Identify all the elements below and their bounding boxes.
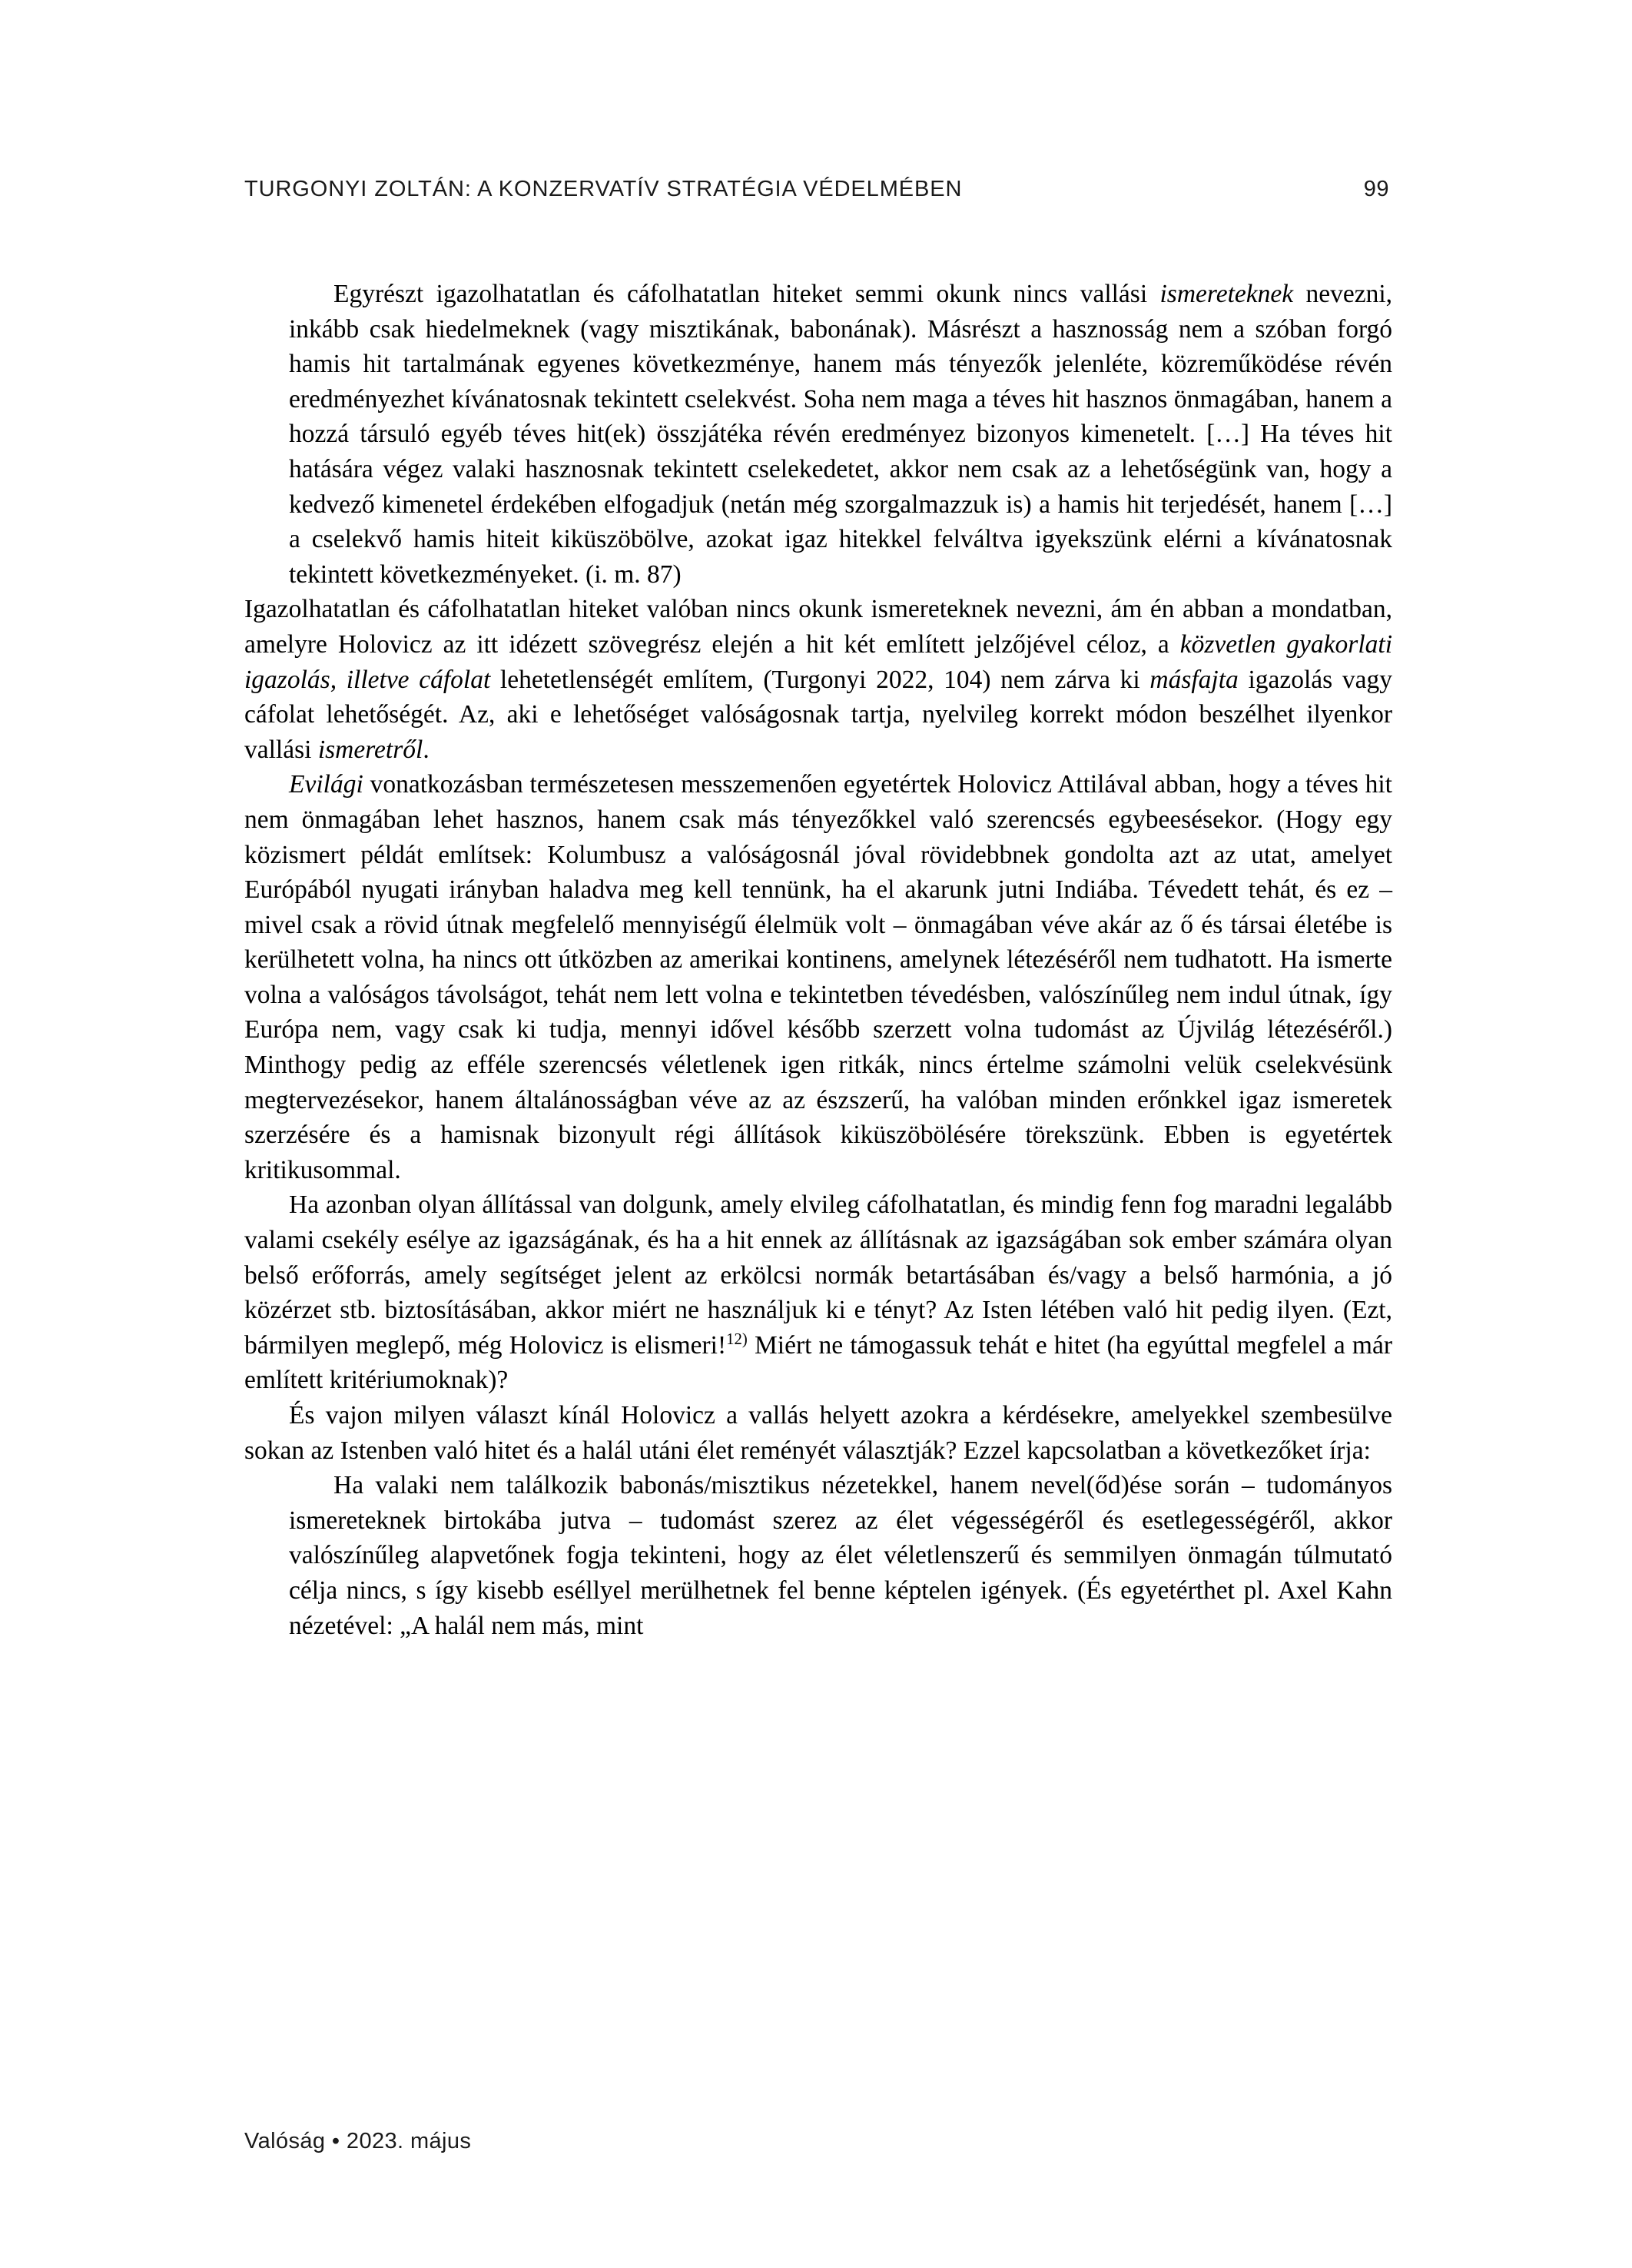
running-head [244,177,1389,202]
paragraph-1 [244,592,1392,767]
quote1-part1: Egyrészt igazolhatatlan és cáfolhatatlan hiteket semmi okunk nincs vallási [333,280,1160,308]
quote2-part1: Ha valaki nem találkozik babonás/misztikus nézetekkel, hanem nevel(őd)ése során – tudományos ismereteknek birtokába jutva – tudomást szerez az élet végességéről és esetlegességéről, akkor valószínűleg alapvetőnek fogja tekinteni, hogy az élet véletlenszerű és semmilyen önmagán túlmutató célja nincs, s így kisebb eséllyel merülhetnek fel benne képtelen igények. (És egyetérthet pl. Axel Kahn nézetével: „A halál nem más, mint [289,1471,1392,1640]
paragraph-2 [244,767,1392,1187]
page-number: 99 [1363,177,1389,201]
para1-italic2: másfajta [1149,665,1239,694]
para1-italic1: közvetlen gyakorlati igazolás, illetve cáfolat [244,629,1392,694]
footnote-marker-12: 12) [726,1330,748,1348]
para1-italic3: ismeretről [317,735,423,764]
blockquote-second [244,1468,1392,1643]
para2-italic1: Evilági [289,770,363,799]
page-body [244,277,1392,1643]
blockquote-first-text [289,277,1392,592]
para3-part2: Miért ne támogassuk tehát e hitet (ha egyúttal megfelel a már említett kritériumoknak)? [244,1330,1392,1395]
running-head-title: TURGONYI ZOLTÁN: A KONZERVATÍV STRATÉGIA VÉDELMÉBEN [244,177,963,201]
page-footer [244,2129,471,2154]
quote1-italic1: ismereteknek [1159,280,1294,308]
paragraph-3 [244,1187,1392,1398]
para1-part3: igazolás vagy cáfolat lehetőségét. Az, aki e lehetőséget valóságosnak tartja, nyelvileg korrekt módon beszélhet ilyenkor vallási [244,665,1392,764]
para2-part1: vonatkozásban természetesen messzemenően egyetértek Holovicz Attilával abban, hogy a téves hit nem önmagában lehet hasznos, hanem csak más tényezőkkel való szerencsés egybeesésekor. (Hogy egy közismert példát említsek: Kolumbusz a valóságosnál jóval rövidebbnek gondolta azt az utat, amelyet Európából nyugati irányban haladva meg kell tennünk, ha el akarunk jutni Indiába. Tévedett tehát, és ez – mivel csak a rövid útnak megfelelő mennyiségű élelmük volt – önmagában véve akár az ő és társai életébe is kerülhetett volna, ha nincs ott útközben az amerikai kontinens, amelynek létezéséről nem tudhatott. Ha ismerte volna a valóságos távolságot, tehát nem lett volna e tekintetben tévedésben, valószínűleg nem indul útnak, így Európa nem, vagy csak ki tudja, mennyi idővel később szerzett volna tudomást az Újvilág létezéséről.) Minthogy pedig az efféle szerencsés véletlenek igen ritkák, nincs értelme számolni velük cselekvésünk megtervezésekor, hanem általánosságban véve az az észszerű, ha valóban minden erőnkkel igaz ismeretek szerzésére és a hamisnak bizonyult régi állítások kiküszöbölésére törekszünk. Ebben is egyetértek kritikusommal. [244,770,1392,1184]
para1-part1: Igazolhatatlan és cáfolhatatlan hiteket valóban nincs okunk ismereteknek nevezni, ám én abban a mondatban, amelyre Holovicz az itt idézett szövegrész elején a hit két említett jelzőjével céloz, a [244,595,1392,659]
blockquote-second-text [289,1468,1392,1643]
quote1-part2: nevezni, inkább csak hiedelmeknek (vagy misztikának, babonának). Másrészt a hasznosság nem a szóban forgó hamis hit tartalmának egyenes következménye, hanem más tényezők jelenléte, közreműködése révén eredményezhet kívánatosnak tekintett cselekvést. Soha nem maga a téves hit hasznos önmagában, hanem a hozzá társuló egyéb téves hit(ek) összjátéka révén eredményez bizonyos kimenetelt. […] Ha téves hit hatására végez valaki hasznosnak tekintett cselekedetet, akkor nem csak az a lehetőségünk van, hogy a kedvező kimenetel érdekében elfogadjuk (netán még szorgalmazzuk is) a hamis hit terjedését, hanem […] a cselekvő hamis hiteit kiküszöbölve, azokat igaz hitekkel felváltva igyekszünk elérni a kívánatosnak tekintett következményeket. (i. m. 87) [289,280,1392,589]
para3-part1: Ha azonban olyan állítással van dolgunk, amely elvileg cáfolhatatlan, és mindig fenn fog maradni legalább valami csekély esélye az igazságának, és ha a hit ennek az állításnak az igazságában sok ember számára olyan belső erőforrás, amely segítséget jelent az erkölcsi normák betartásában és/vagy a belső harmónia, a jó közérzet stb. biztosításában, akkor miért ne használjuk ki e tényt? Az Isten létében való hit pedig ilyen. (Ezt, bármilyen meglepő, még Holovicz is elismeri! [244,1190,1392,1360]
para4-part1: És vajon milyen választ kínál Holovicz a vallás helyett azokra a kérdésekre, amelyekkel szembesülve sokan az Istenben való hitet és a halál utáni élet reményét választják? Ezzel kapcsolatban a következőket írja: [244,1401,1392,1465]
para1-part2: lehetetlenségét említem, (Turgonyi 2022, 104) nem zárva ki [490,665,1150,694]
blockquote-first [244,277,1392,592]
footer-journal-line: Valóság • 2023. május [244,2129,472,2153]
paragraph-4 [244,1398,1392,1468]
para1-part4: . [423,735,430,764]
